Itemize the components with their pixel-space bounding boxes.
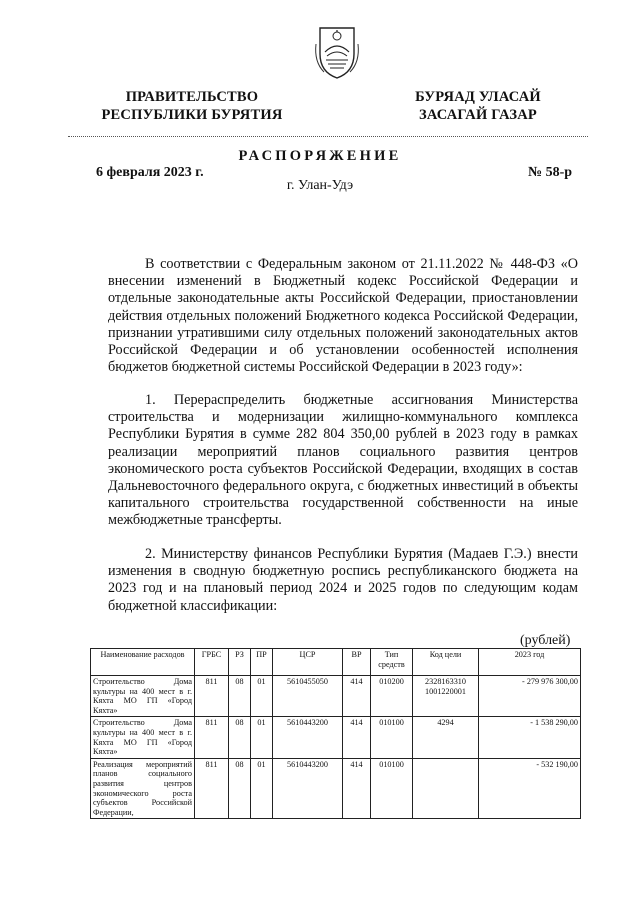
item-2-paragraph: 2. Министерству финансов Республики Бурятия (Мадаев Г.Э.) внести изменения в сводную бюджетную роспись республиканского бюджета на 2023 год и на плановый период 2024 и 2025 годов по следующим кодам бюджетной классификации: (108, 546, 578, 614)
cell-amount: - 1 538 290,00 (479, 717, 581, 758)
cell-type: 010100 (371, 758, 413, 819)
cell-amount: - 532 190,00 (479, 758, 581, 819)
preamble-paragraph: В соответствии с Федеральным законом от 21.11.2022 № 448-ФЗ «О внесении изменений в Бюджетный кодекс Российской Федерации и отдельные законодательные акты Российской Федерации, приостановлении действия отдельных положений Бюджетного кодекса Российской Федерации, признании утратившими силу отдельных положений законодательных актов Российской Федерации и об установлении особенностей исполнения бюджетов бюджетной системы Российской Федерации в 2023 году»: (108, 256, 578, 376)
cell-grbs: 811 (195, 758, 229, 819)
item-1-paragraph: 1. Перераспределить бюджетные ассигнования Министерства строительства и модернизации жилищно-коммунального комплекса Республики Бурятия в сумме 282 804 350,00 рублей в 2023 году в рамках реализации мероприятий планов социального развития центров экономического роста субъектов Российской Федерации, входящих в состав Дальневосточного федерального округа, с бюджетных инвестиций в объекты капитального строительства государственной собственности на иные межбюджетные трансферты. (108, 392, 578, 529)
table-row (91, 758, 581, 819)
cell-rz: 08 (229, 717, 251, 758)
col-header-goal: Код цели (413, 649, 479, 676)
table-row (91, 717, 581, 758)
coat-of-arms-icon (312, 22, 362, 80)
cell-name: Строительство Дома культуры на 400 мест в г. Кяхта МО ГП «Город Кяхта» (91, 676, 195, 717)
budget-table (90, 648, 581, 819)
col-header-name: Наименование расходов (91, 649, 195, 676)
header-right (398, 88, 558, 124)
cell-name: Реализация мероприятий планов социального развития центров экономического роста субъектов Российской Федерации, (91, 758, 195, 819)
document-title: РАСПОРЯЖЕНИЕ (238, 148, 402, 164)
cell-grbs: 811 (195, 717, 229, 758)
col-header-rz: РЗ (229, 649, 251, 676)
col-header-vr: ВР (343, 649, 371, 676)
cell-vr: 414 (343, 717, 371, 758)
cell-goal: 2328163310 1001220001 (413, 676, 479, 717)
table-unit-label: (рублей) (520, 633, 571, 648)
col-header-pr: ПР (251, 649, 273, 676)
cell-pr: 01 (251, 717, 273, 758)
col-header-type: Тип средств (371, 649, 413, 676)
cell-name: Строительство Дома культуры на 400 мест в г. Кяхта МО ГП «Город Кяхта» (91, 717, 195, 758)
document-city: г. Улан-Удэ (286, 178, 354, 193)
cell-type: 010100 (371, 717, 413, 758)
cell-goal: 4294 (413, 717, 479, 758)
header-divider (68, 136, 588, 137)
col-header-year: 2023 год (479, 649, 581, 676)
document-date: 6 февраля 2023 г. (96, 165, 204, 180)
table-header-row (91, 649, 581, 676)
cell-vr: 414 (343, 758, 371, 819)
cell-pr: 01 (251, 758, 273, 819)
cell-pr: 01 (251, 676, 273, 717)
cell-csr: 5610443200 (273, 717, 343, 758)
header-left-line2: РЕСПУБЛИКИ БУРЯТИЯ (101, 107, 283, 123)
col-header-grbs: ГРБС (195, 649, 229, 676)
document-number: № 58-р (528, 165, 573, 180)
cell-goal (413, 758, 479, 819)
header-right-line2: ЗАСАГАЙ ГАЗАР (419, 107, 537, 123)
cell-type: 010200 (371, 676, 413, 717)
cell-rz: 08 (229, 758, 251, 819)
cell-csr: 5610455050 (273, 676, 343, 717)
cell-csr: 5610443200 (273, 758, 343, 819)
header-left-line1: ПРАВИТЕЛЬСТВО (125, 89, 259, 105)
cell-amount: - 279 976 300,00 (479, 676, 581, 717)
cell-rz: 08 (229, 676, 251, 717)
cell-vr: 414 (343, 676, 371, 717)
header-right-line1: БУРЯАД УЛАСАЙ (415, 89, 541, 105)
cell-grbs: 811 (195, 676, 229, 717)
col-header-csr: ЦСР (273, 649, 343, 676)
table-row (91, 676, 581, 717)
header-left (92, 88, 292, 124)
